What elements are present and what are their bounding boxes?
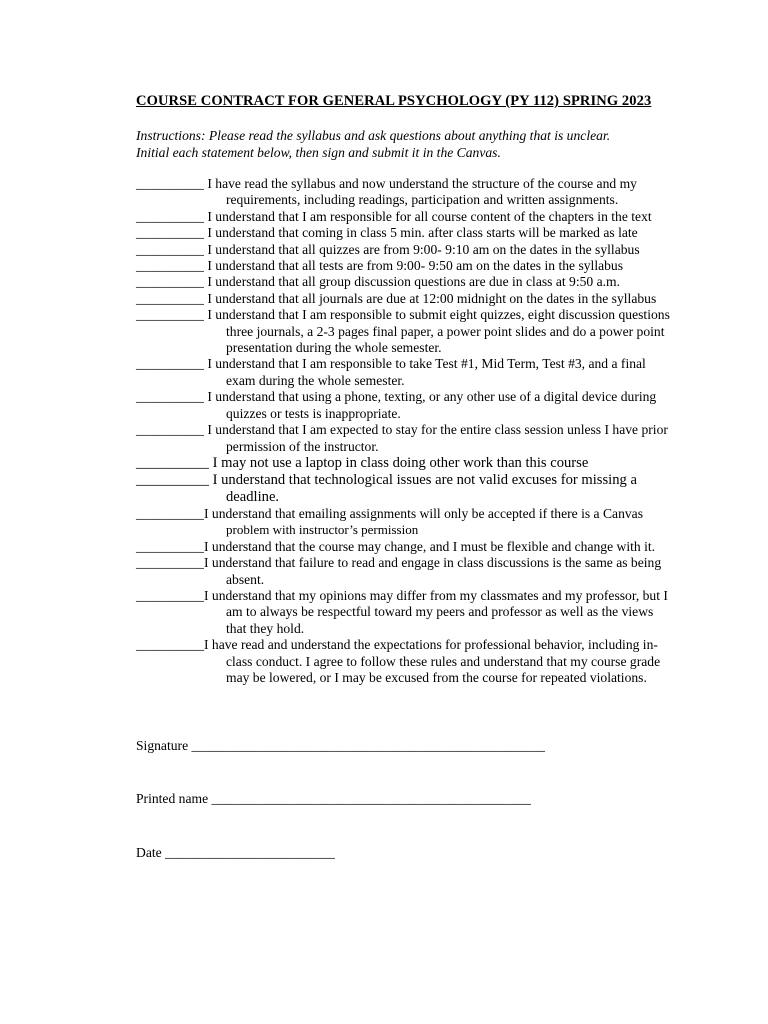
statement-line: __________ I understand that I am responsible for all course content of the chapters in the text: [136, 208, 652, 224]
statement-line: __________ I understand that all tests are from 9:00- 9:50 am on the dates in the syllabus: [136, 258, 624, 274]
statement-line: __________ I have read the syllabus and now understand the structure of the course and my: [136, 176, 637, 191]
printed-name-line[interactable]: Printed name _______________________________________________: [136, 791, 531, 806]
contract-statement: [136, 225, 696, 241]
contract-statement: [136, 637, 696, 686]
statement-line: __________ I understand that using a phone, texting, or any other use of a digital device during: [136, 389, 657, 405]
statement-line: __________ I understand that I am responsible to take Test #1, Mid Term, Test #3, and a final: [136, 356, 646, 372]
contract-statement: [136, 274, 696, 290]
statement-continuation: exam during the whole semester.: [226, 372, 405, 388]
statement-continuation: class conduct. I agree to follow these rules and understand that my course grade: [226, 653, 661, 669]
statement-line: __________ I understand that I am responsible to submit eight quizzes, eight discussion questions: [136, 307, 670, 323]
statement-line: __________I understand that my opinions may differ from my classmates and my professor, but I: [136, 587, 668, 603]
statement-line: __________I understand that failure to read and engage in class discussions is the same as being: [136, 555, 662, 571]
statement-line: __________I understand that emailing assignments will only be accepted if there is a Canvas: [136, 505, 643, 521]
statement-line: __________ I understand that all group discussion questions are due in class at 9:50 a.m.: [136, 274, 621, 290]
statement-line: __________ I understand that technological issues are not valid excuses for missing a: [136, 471, 637, 488]
statement-list: [136, 176, 696, 686]
contract-statement: [136, 422, 696, 455]
statement-line: __________ I may not use a laptop in class doing other work than this course: [136, 454, 589, 471]
document-title: COURSE CONTRACT FOR GENERAL PSYCHOLOGY (PY 112) SPRING 2023: [136, 93, 652, 109]
statement-line: __________ I understand that all journals are due at 12:00 midnight on the dates in the syllabus: [136, 290, 657, 306]
statement-continuation: problem with instructor’s permission: [226, 522, 419, 538]
signature-line[interactable]: Signature ____________________________________________________: [136, 738, 545, 753]
contract-statement: [136, 258, 696, 274]
contract-statement: [136, 506, 696, 539]
date-line[interactable]: Date _________________________: [136, 845, 335, 860]
statement-continuation: am to always be respectful toward my peers and professor as well as the views: [226, 604, 654, 620]
contract-statement: [136, 242, 696, 258]
statement-continuation: that they hold.: [226, 620, 305, 636]
instructions-line: Initial each statement below, then sign and submit it in the Canvas.: [136, 144, 501, 160]
statement-continuation: requirements, including readings, participation and written assignments.: [226, 192, 619, 208]
statement-continuation: may be lowered, or I may be excused from the course for repeated violations.: [226, 669, 647, 685]
contract-statement: [136, 209, 696, 225]
contract-statement: [136, 539, 696, 555]
statement-continuation: quizzes or tests is inappropriate.: [226, 405, 401, 421]
statement-line: __________I have read and understand the expectations for professional behavior, including in-: [136, 637, 658, 653]
statement-line: __________ I understand that all quizzes are from 9:00- 9:10 am on the dates in the syllabus: [136, 241, 640, 257]
statement-line: __________ I understand that coming in class 5 min. after class starts will be marked as late: [136, 225, 638, 241]
contract-statement: [136, 291, 696, 307]
contract-statement: [136, 356, 696, 389]
statement-line: __________I understand that the course may change, and I must be flexible and change with it.: [136, 538, 656, 554]
contract-statement: [136, 307, 696, 356]
contract-statement: [136, 389, 696, 422]
contract-statement: [136, 455, 696, 472]
statement-line: __________ I understand that I am expected to stay for the entire class session unless I have prior: [136, 422, 668, 438]
statement-continuation: permission of the instructor.: [226, 438, 379, 454]
statement-continuation: presentation during the whole semester.: [226, 340, 442, 356]
instructions-line: Instructions: Please read the syllabus and ask questions about anything that is unclear.: [136, 128, 611, 143]
statement-continuation: three journals, a 2-3 pages final paper, a power point slides and do a power point: [226, 323, 665, 339]
statement-continuation: absent.: [226, 571, 265, 587]
contract-statement: [136, 176, 696, 209]
contract-statement: [136, 555, 696, 588]
contract-statement: [136, 472, 696, 506]
statement-continuation: deadline.: [226, 488, 280, 505]
instructions: [136, 128, 610, 161]
contract-statement: [136, 588, 696, 637]
